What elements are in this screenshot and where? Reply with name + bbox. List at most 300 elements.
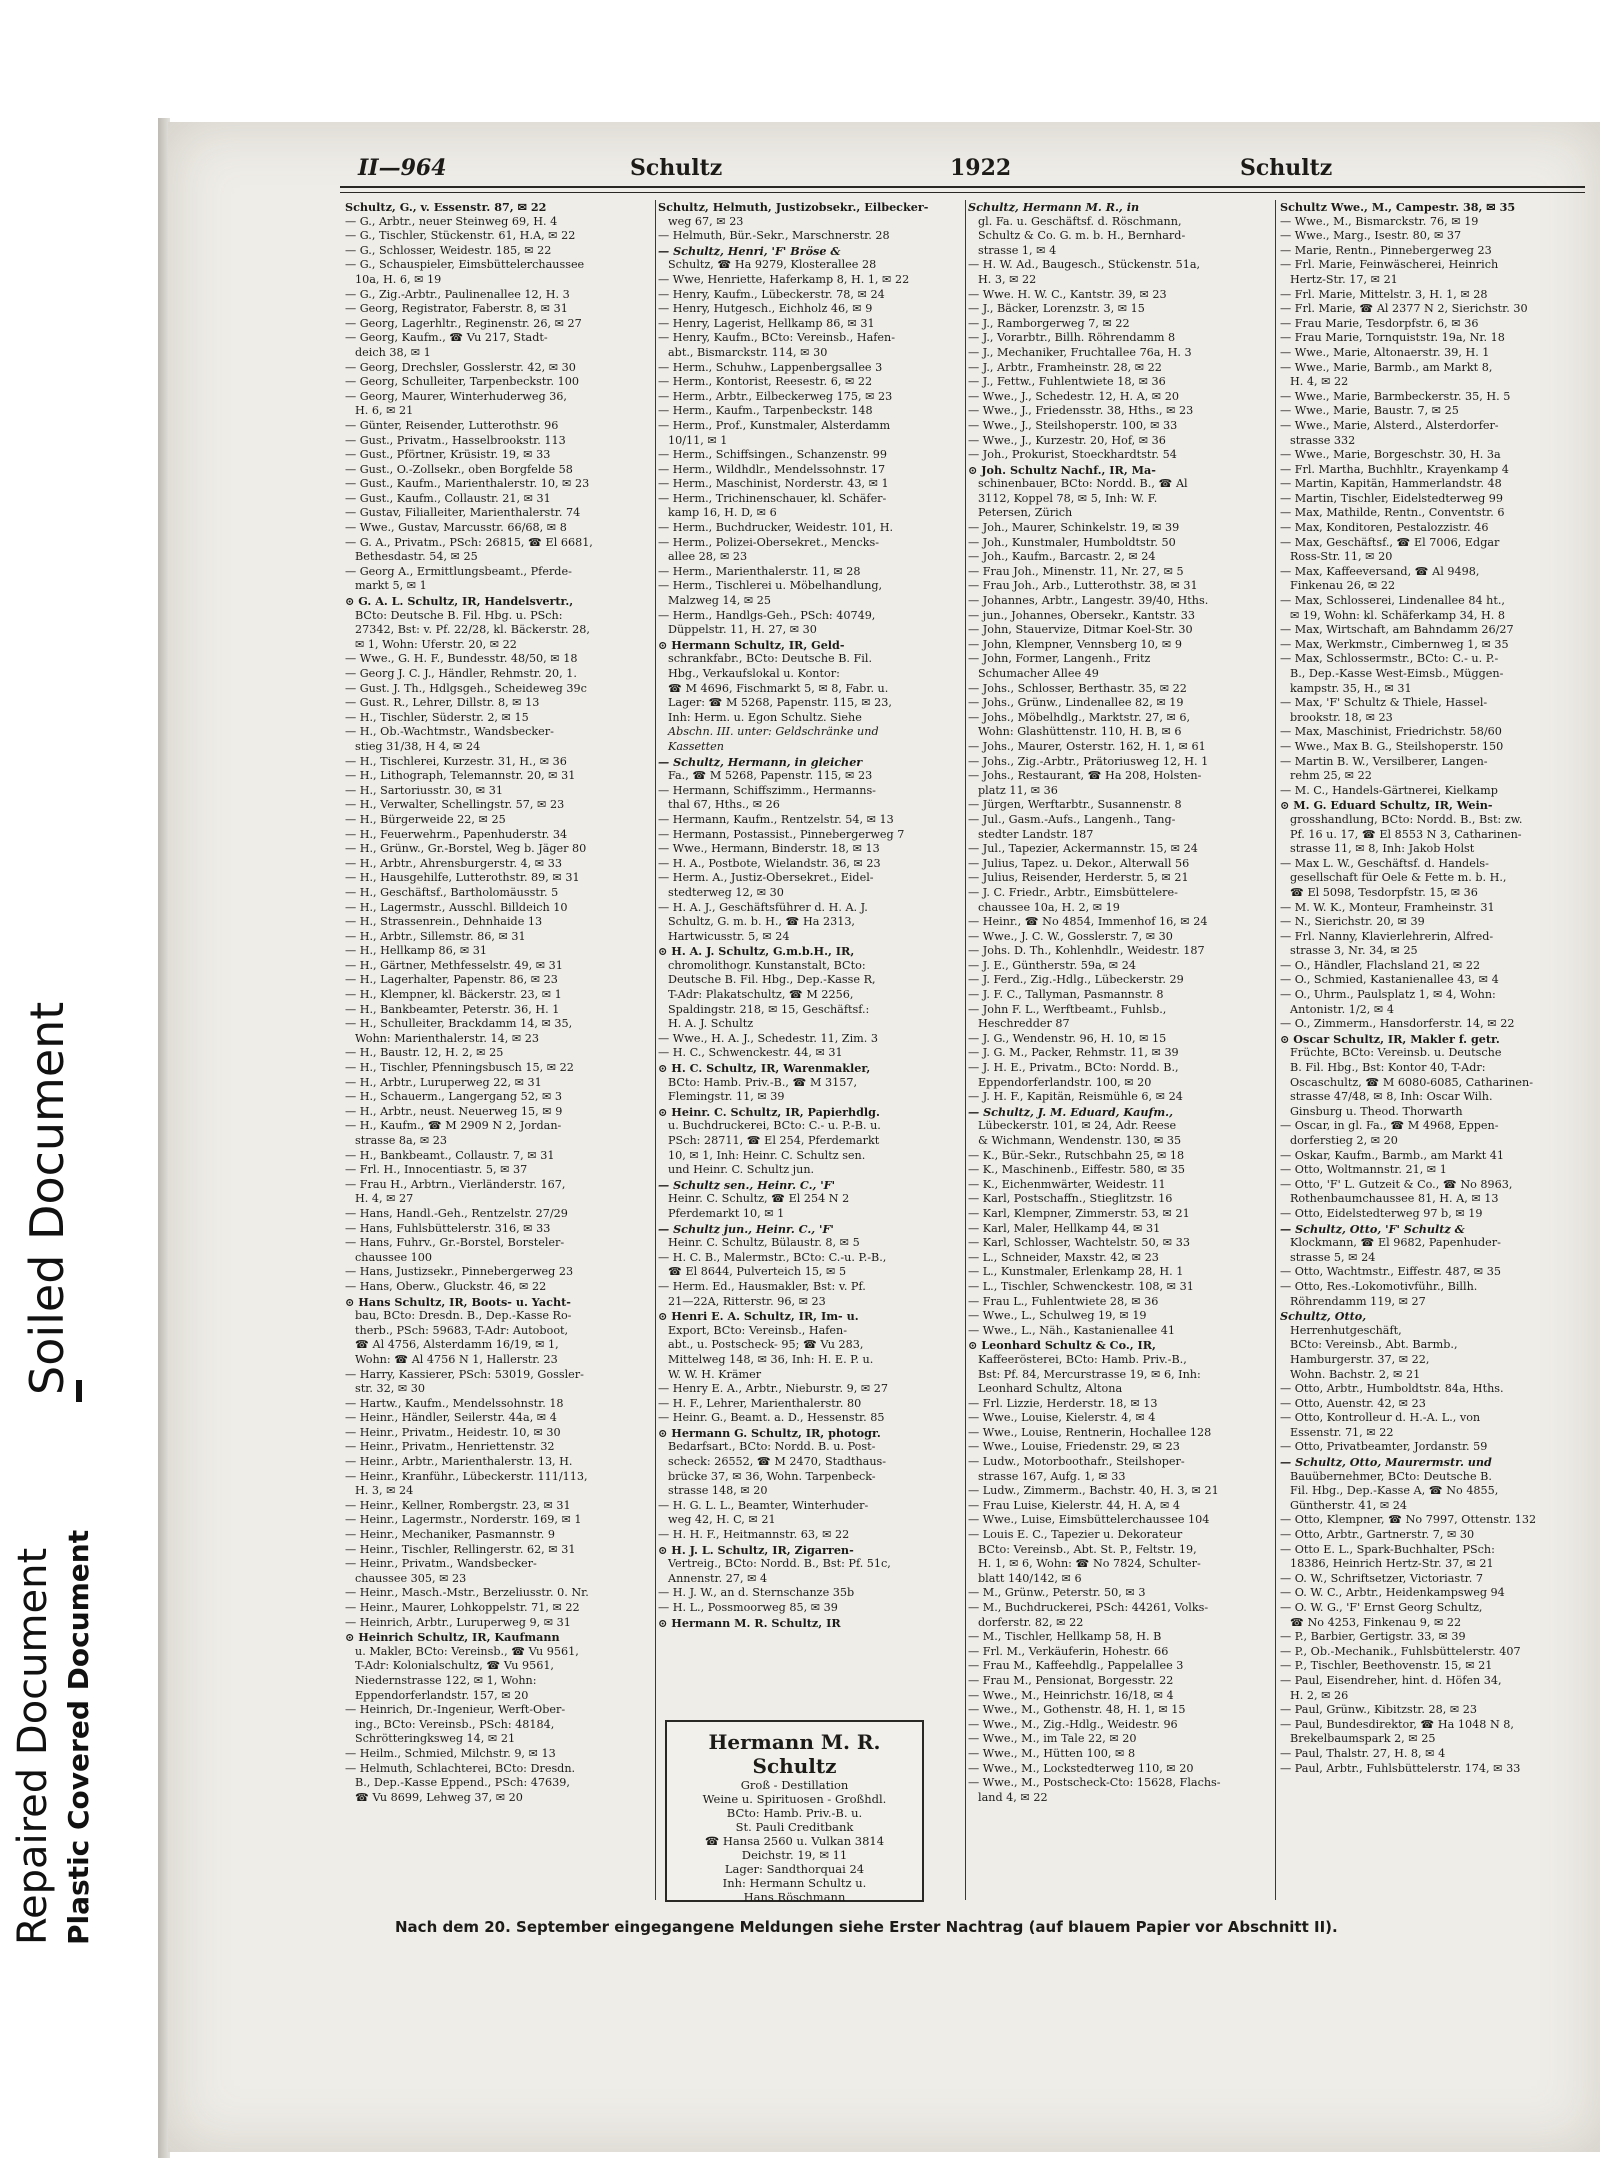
ad-line: Groß - Destillation bbox=[740, 1778, 849, 1792]
directory-entry: Inh: Herm. u. Egon Schultz. Siehe bbox=[668, 710, 862, 724]
directory-entry: — H., Ob.-Wachtmstr., Wandsbecker- bbox=[345, 725, 554, 739]
directory-entry: 21—22A, Ritterstr. 96, ✉ 23 bbox=[668, 1294, 826, 1308]
directory-entry: ⊙ Heinr. C. Schultz, IR, Papierhdlg. bbox=[658, 1104, 880, 1119]
directory-entry: — Frau L., Fuhlentwiete 28, ✉ 36 bbox=[968, 1294, 1159, 1308]
directory-entry: — Wwe., Hermann, Binderstr. 18, ✉ 13 bbox=[658, 842, 880, 856]
directory-entry: rehm 25, ✉ 22 bbox=[1290, 769, 1372, 783]
directory-entry: — Hermann, Schiffszimm., Hermanns- bbox=[658, 783, 876, 797]
directory-entry: — Jul., Gasm.-Aufs., Langenh., Tang- bbox=[968, 812, 1176, 826]
directory-entry: — P., Ob.-Mechanik., Fuhlsbüttelerstr. 407 bbox=[1280, 1644, 1521, 1658]
directory-entry: — Otto E. L., Spark-Buchhalter, PSch: bbox=[1280, 1542, 1495, 1556]
directory-entry: — Johs., Möbelhdlg., Marktstr. 27, ✉ 6, bbox=[968, 710, 1191, 724]
directory-entry: — Max, Kaffeeversand, ☎ Al 9498, bbox=[1280, 564, 1480, 578]
directory-entry: — H., Gärtner, Methfesselstr. 49, ✉ 31 bbox=[345, 958, 563, 972]
ad-line: Weine u. Spirituosen - Großhdl. bbox=[702, 1792, 887, 1806]
directory-entry: — J., Ramborgerweg 7, ✉ 22 bbox=[968, 316, 1130, 330]
directory-entry: — K., Maschinenb., Eiffestr. 580, ✉ 35 bbox=[968, 1163, 1185, 1177]
directory-entry: 18386, Heinrich Hertz-Str. 37, ✉ 21 bbox=[1290, 1557, 1494, 1571]
directory-entry: u. Buchdruckerei, BCto: C.- u. P.-B. u. bbox=[668, 1119, 881, 1133]
ad-line: St. Pauli Creditbank bbox=[735, 1820, 854, 1834]
directory-entry: — Ludw., Zimmerm., Bachstr. 40, H. 3, ✉ 21 bbox=[968, 1484, 1219, 1498]
directory-entry: — Wwe., M., im Tale 22, ✉ 20 bbox=[968, 1732, 1137, 1746]
directory-entry: chromolithogr. Kunstanstalt, BCto: bbox=[668, 958, 866, 972]
column-2 bbox=[658, 200, 963, 1900]
directory-entry: — Schultz sen., Heinr. C., 'F' bbox=[658, 1177, 836, 1192]
directory-entry: — Gust., Pförtner, Krüsistr. 19, ✉ 33 bbox=[345, 448, 551, 462]
directory-entry: — Helmuth, Schlachterei, BCto: Dresdn. bbox=[345, 1761, 576, 1775]
header-year: 1922 bbox=[950, 155, 1012, 181]
directory-entry: — J., Mechaniker, Fruchtallee 76a, H. 3 bbox=[968, 345, 1192, 359]
directory-entry: — Wwe., M., Heinrichstr. 16/18, ✉ 4 bbox=[968, 1688, 1174, 1702]
directory-entry: strasse 3, Nr. 34, ✉ 25 bbox=[1290, 944, 1418, 958]
directory-entry: — J., Vorarbtr., Billh. Röhrendamm 8 bbox=[968, 331, 1176, 345]
directory-entry: — Wwe., M., Hütten 100, ✉ 8 bbox=[968, 1746, 1136, 1760]
directory-entry: gl. Fa. u. Geschäftsf. d. Röschmann, bbox=[978, 214, 1182, 228]
directory-entry: BCto: Deutsche B. Fil. Hbg. u. PSch: bbox=[355, 608, 563, 622]
directory-entry: — H., Strassenrein., Dehnhaide 13 bbox=[345, 915, 543, 929]
directory-entry: — Wwe., J. C. W., Gosslerstr. 7, ✉ 30 bbox=[968, 929, 1173, 943]
directory-entry: H. 2, ✉ 26 bbox=[1290, 1688, 1349, 1702]
directory-entry: — Otto, Woltmannstr. 21, ✉ 1 bbox=[1280, 1163, 1447, 1177]
directory-entry: — H., Grünw., Gr.-Borstel, Weg b. Jäger 80 bbox=[345, 842, 587, 856]
directory-entry: — Günter, Reisender, Lutterothstr. 96 bbox=[345, 418, 559, 432]
directory-entry: — Wwe. H. W. C., Kantstr. 39, ✉ 23 bbox=[968, 287, 1167, 301]
directory-entry: Antonistr. 1/2, ✉ 4 bbox=[1290, 1002, 1394, 1016]
directory-entry: — jun., Johannes, Obersekr., Kantstr. 33 bbox=[968, 608, 1195, 622]
directory-entry: Wohn: ☎ Al 4756 N 1, Hallerstr. 23 bbox=[355, 1352, 558, 1366]
directory-entry: — N., Sierichstr. 20, ✉ 39 bbox=[1280, 915, 1425, 929]
directory-entry: ☎ El 5098, Tesdorpfstr. 15, ✉ 36 bbox=[1290, 885, 1478, 899]
directory-entry: — Wwe., J., Kurzestr. 20, Hof, ✉ 36 bbox=[968, 433, 1166, 447]
directory-entry: Flemingstr. 11, ✉ 39 bbox=[668, 1090, 785, 1104]
directory-entry: — Wwe., J., Steilshoperstr. 100, ✉ 33 bbox=[968, 418, 1178, 432]
directory-entry: — H., Arbtr., Luruperweg 22, ✉ 31 bbox=[345, 1075, 542, 1089]
directory-entry: — Wwe., Louise, Rentnerin, Hochallee 128 bbox=[968, 1425, 1212, 1439]
column-4 bbox=[1280, 200, 1585, 1900]
directory-entry: — H., Baustr. 12, H. 2, ✉ 25 bbox=[345, 1046, 504, 1060]
page-header bbox=[190, 155, 1590, 195]
directory-entry: — Wwe., Marie, Borgeschstr. 30, H. 3a bbox=[1280, 448, 1501, 462]
directory-entry: — Heinr., Lagermstr., Norderstr. 169, ✉ 1 bbox=[345, 1513, 582, 1527]
directory-entry: str. 32, ✉ 30 bbox=[355, 1382, 425, 1396]
directory-entry: BCto: Hamb. Priv.-B., ☎ M 3157, bbox=[668, 1075, 858, 1089]
directory-entry: T-Adr: Kolonialschultz, ☎ Vu 9561, bbox=[355, 1659, 554, 1673]
directory-entry: u. Makler, BCto: Vereinsb., ☎ Vu 9561, bbox=[355, 1644, 579, 1658]
directory-entry: Oscaschultz, ☎ M 6080-6085, Catharinen- bbox=[1290, 1075, 1534, 1089]
directory-entry: — Paul, Thalstr. 27, H. 8, ✉ 4 bbox=[1280, 1746, 1446, 1760]
directory-entry: — Herm., Marienthalerstr. 11, ✉ 28 bbox=[658, 564, 861, 578]
directory-entry: grosshandlung, BCto: Nordd. B., Bst: zw. bbox=[1290, 812, 1523, 826]
directory-entry: — Wwe., J., Friedensstr. 38, Hths., ✉ 23 bbox=[968, 404, 1194, 418]
directory-entry: — H., Arbtr., neust. Neuerweg 15, ✉ 9 bbox=[345, 1104, 563, 1118]
directory-entry: — Frau Joh., Minenstr. 11, Nr. 27, ✉ 5 bbox=[968, 564, 1184, 578]
directory-entry: Pferdemarkt 10, ✉ 1 bbox=[668, 1206, 785, 1220]
directory-entry: — Karl, Schlosser, Wachtelstr. 50, ✉ 33 bbox=[968, 1236, 1190, 1250]
directory-entry: — Gustav, Filialleiter, Marienthalerstr. 74 bbox=[345, 506, 581, 520]
directory-entry: Niedernstrasse 122, ✉ 1, Wohn: bbox=[355, 1673, 537, 1687]
directory-entry: H. 6, ✉ 21 bbox=[355, 404, 414, 418]
directory-entry: — G., Zig.-Arbtr., Paulinenallee 12, H. 3 bbox=[345, 287, 570, 301]
directory-entry: — Johs. D. Th., Kohlenhdlr., Weidestr. 187 bbox=[968, 944, 1205, 958]
directory-entry: Wohn: Glashüttenstr. 110, H. B, ✉ 6 bbox=[978, 725, 1182, 739]
column-1 bbox=[345, 200, 650, 1900]
directory-entry: — Herm. A., Justiz-Obersekret., Eidel- bbox=[658, 871, 874, 885]
directory-entry: 10/11, ✉ 1 bbox=[668, 433, 728, 447]
directory-entry: — K., Eichenmwärter, Weidestr. 11 bbox=[968, 1177, 1166, 1191]
directory-entry: brücke 37, ✉ 36, Wohn. Tarpenbeck- bbox=[668, 1469, 876, 1483]
directory-entry: ☎ M 4696, Fischmarkt 5, ✉ 8, Fabr. u. bbox=[668, 681, 889, 695]
directory-entry: Wohn: Marienthalerstr. 14, ✉ 23 bbox=[355, 1031, 539, 1045]
directory-entry: & Wichmann, Wendenstr. 130, ✉ 35 bbox=[978, 1134, 1182, 1147]
directory-entry: — John, Stauervize, Ditmar Koel-Str. 30 bbox=[968, 623, 1193, 637]
directory-entry: Schultz Wwe., M., Campestr. 38, ✉ 35 bbox=[1280, 200, 1516, 214]
directory-entry: stieg 31/38, H 4, ✉ 24 bbox=[355, 739, 481, 753]
directory-entry: — H., Tischlerei, Kurzestr. 31, H., ✉ 36 bbox=[345, 754, 567, 768]
directory-entry: H. 4, ✉ 22 bbox=[1290, 375, 1349, 389]
directory-entry: — Frau Joh., Arb., Lutterothstr. 38, ✉ 31 bbox=[968, 579, 1198, 593]
directory-entry: — H., Schulleiter, Brackdamm 14, ✉ 35, bbox=[345, 1017, 573, 1031]
ad-line: Lager: Sandthorquai 24 bbox=[724, 1862, 865, 1876]
directory-entry: — Wwe., H. A. J., Schedestr. 11, Zim. 3 bbox=[658, 1031, 878, 1045]
directory-entry: — Joh., Maurer, Schinkelstr. 19, ✉ 39 bbox=[968, 521, 1180, 535]
directory-entry: — Otto, Eidelstedterweg 97 b, ✉ 19 bbox=[1280, 1206, 1483, 1220]
directory-entry: Abschn. III. unter: Geldschränke und bbox=[668, 725, 879, 739]
directory-entry: allee 28, ✉ 23 bbox=[668, 550, 748, 564]
directory-entry: — Gust., Privatm., Hasselbrookstr. 113 bbox=[345, 433, 566, 447]
directory-entry: — H. F., Lehrer, Marienthalerstr. 80 bbox=[658, 1396, 862, 1410]
directory-entry: Röhrendamm 119, ✉ 27 bbox=[1290, 1294, 1426, 1308]
directory-entry: — Wwe., Gustav, Marcusstr. 66/68, ✉ 8 bbox=[345, 521, 567, 535]
directory-entry: — M., Grünw., Peterstr. 50, ✉ 3 bbox=[968, 1586, 1146, 1600]
directory-entry: abt., u. Postscheck- 95; ☎ Vu 283, bbox=[668, 1338, 864, 1352]
directory-entry: — Herm., Kontorist, Reesestr. 6, ✉ 22 bbox=[658, 375, 873, 389]
directory-entry: — H., Verwalter, Schellingstr. 57, ✉ 23 bbox=[345, 798, 565, 812]
directory-entry: ⊙ Hermann Schultz, IR, Geld- bbox=[658, 637, 845, 652]
directory-entry: — Karl, Maler, Hellkamp 44, ✉ 31 bbox=[968, 1221, 1161, 1235]
directory-entry: — Wwe., G. H. F., Bundesstr. 48/50, ✉ 18 bbox=[345, 652, 578, 666]
directory-entry: — Karl, Postschaffn., Stieglitzstr. 16 bbox=[968, 1192, 1173, 1206]
directory-entry: H. A. J. Schultz bbox=[668, 1017, 754, 1031]
directory-entry: — G., Schauspieler, Eimsbüttelerchaussee bbox=[345, 258, 585, 272]
directory-entry: — Wwe., Marie, Alsterd., Alsterdorfer- bbox=[1280, 418, 1499, 432]
directory-entry: Brekelbaumspark 2, ✉ 25 bbox=[1290, 1732, 1436, 1746]
directory-entry: chaussee 305, ✉ 23 bbox=[355, 1571, 467, 1585]
directory-entry: — Paul, Arbtr., Fuhlsbüttelerstr. 174, ✉ 33 bbox=[1280, 1761, 1521, 1775]
directory-entry: Schultz, Hermann M. R., in bbox=[968, 200, 1140, 214]
directory-entry: — John F. L., Werftbeamt., Fuhlsb., bbox=[968, 1002, 1167, 1016]
directory-entry: — Herm., Tischlerei u. Möbelhandlung, bbox=[658, 579, 883, 593]
directory-entry: ⊙ M. G. Eduard Schultz, IR, Wein- bbox=[1280, 798, 1493, 813]
directory-entry: — Frl. Nanny, Klavierlehrerin, Alfred- bbox=[1280, 929, 1494, 943]
directory-entry: Schrötteringksweg 14, ✉ 21 bbox=[355, 1732, 516, 1746]
directory-entry: — Georg, Kaufm., ☎ Vu 217, Stadt- bbox=[345, 331, 548, 345]
directory-entry: — Frl. Marie, ☎ Al 2377 N 2, Sierichstr. 30 bbox=[1280, 302, 1528, 316]
directory-entry: — H., Bürgerweide 22, ✉ 25 bbox=[345, 812, 506, 826]
ad-line: Hans Röschmann bbox=[743, 1890, 846, 1904]
directory-entry: — Frl. Marie, Mittelstr. 3, H. 1, ✉ 28 bbox=[1280, 287, 1488, 301]
directory-entry: — H., Arbtr., Ahrensburgerstr. 4, ✉ 33 bbox=[345, 856, 562, 870]
directory-entry: — Georg, Lagerhltr., Reginenstr. 26, ✉ 27 bbox=[345, 316, 582, 330]
directory-entry: — Schultz, Henri, 'F' Bröse & bbox=[658, 243, 841, 258]
directory-entry: chaussee 10a, H. 2, ✉ 19 bbox=[978, 900, 1120, 914]
directory-entry: strasse 167, Aufg. 1, ✉ 33 bbox=[978, 1469, 1126, 1483]
directory-entry: — Louis E. C., Tapezier u. Dekorateur bbox=[968, 1528, 1183, 1542]
directory-entry: — Heinr., Privatm., Wandsbecker- bbox=[345, 1557, 537, 1571]
directory-entry: — Max, 'F' Schultz & Thiele, Hassel- bbox=[1280, 696, 1488, 710]
directory-entry: Heschredder 87 bbox=[978, 1017, 1070, 1031]
directory-entry: — Frau Luise, Kielerstr. 44, H. A, ✉ 4 bbox=[968, 1498, 1180, 1512]
directory-entry: — H., Kaufm., ☎ M 2909 N 2, Jordan- bbox=[345, 1119, 562, 1133]
directory-entry: — O. W. C., Arbtr., Heidenkampsweg 94 bbox=[1280, 1586, 1505, 1600]
directory-entry: — Heinr., Masch.-Mstr., Berzeliusstr. 0. Nr. bbox=[345, 1586, 589, 1600]
directory-entry: — Heinr., ☎ No 4854, Immenhof 16, ✉ 24 bbox=[968, 915, 1208, 929]
page-label: II—964 bbox=[358, 155, 447, 181]
directory-entry: — L., Tischler, Schwenckestr. 108, ✉ 31 bbox=[968, 1279, 1194, 1293]
directory-entry: — Heinr., Privatm., Heidestr. 10, ✉ 30 bbox=[345, 1425, 561, 1439]
directory-entry: Bethesdastr. 54, ✉ 25 bbox=[355, 550, 478, 564]
directory-entry: — Otto, Res.-Lokomotivführ., Billh. bbox=[1280, 1279, 1478, 1293]
directory-entry: Bedarfsart., BCto: Nordd. B. u. Post- bbox=[668, 1440, 876, 1454]
directory-entry: Hamburgerstr. 37, ✉ 22, bbox=[1290, 1352, 1430, 1366]
directory-entry: ✉ 19, Wohn: kl. Schäferkamp 34, H. 8 bbox=[1290, 608, 1505, 622]
directory-entry: — Schultz, Hermann, in gleicher bbox=[658, 754, 863, 769]
directory-entry: — Johs., Zig.-Arbtr., Prätoriusweg 12, H. 1 bbox=[968, 754, 1209, 768]
directory-entry: — M., Buchdruckerei, PSch: 44261, Volks- bbox=[968, 1601, 1209, 1614]
directory-entry: B., Dep.-Kasse Eppend., PSch: 47639, bbox=[355, 1776, 570, 1790]
directory-entry: — Jürgen, Werftarbtr., Susannenstr. 8 bbox=[968, 798, 1182, 812]
directory-entry: — Wwe., L., Schulweg 19, ✉ 19 bbox=[968, 1309, 1147, 1323]
directory-entry: — Otto, Wachtmstr., Eiffestr. 487, ✉ 35 bbox=[1280, 1265, 1501, 1279]
directory-entry: — J. H. E., Privatm., BCto: Nordd. B., bbox=[968, 1061, 1179, 1075]
directory-entry: — Wwe., M., Zig.-Hdlg., Weidestr. 96 bbox=[968, 1717, 1178, 1731]
directory-entry: — Jul., Tapezier, Ackermannstr. 15, ✉ 24 bbox=[968, 842, 1198, 856]
directory-entry: — L., Schneider, Maxstr. 42, ✉ 23 bbox=[968, 1250, 1159, 1264]
directory-entry: Lager: ☎ M 5268, Papenstr. 115, ✉ 23, bbox=[668, 696, 892, 710]
directory-entry: ⊙ Oscar Schultz, IR, Makler f. getr. bbox=[1280, 1031, 1500, 1046]
directory-entry: ing., BCto: Vereinsb., PSch: 48184, bbox=[355, 1717, 555, 1731]
directory-entry: — Henry, Kaufm., Lübeckerstr. 78, ✉ 24 bbox=[658, 287, 885, 301]
directory-entry: — O., Schmied, Kastanienallee 43, ✉ 4 bbox=[1280, 973, 1499, 987]
directory-entry: ⊙ Joh. Schultz Nachf., IR, Ma- bbox=[968, 462, 1156, 477]
directory-entry: — Herm., Maschinist, Norderstr. 43, ✉ 1 bbox=[658, 477, 889, 491]
repaired-document-label: Repaired Document bbox=[10, 1547, 56, 1945]
directory-entry: — H., Bankbeamter, Peterstr. 36, H. 1 bbox=[345, 1002, 560, 1016]
directory-entry: — Wwe., Louise, Friedenstr. 29, ✉ 23 bbox=[968, 1440, 1180, 1454]
directory-entry: — J. C. Friedr., Arbtr., Eimsbüttelere- bbox=[968, 885, 1178, 899]
directory-entry: — Herm., Arbtr., Eilbeckerweg 175, ✉ 23 bbox=[658, 389, 893, 403]
directory-entry: abt., Bismarckstr. 114, ✉ 30 bbox=[668, 345, 828, 359]
directory-entry: — H., Tischler, Süderstr. 2, ✉ 15 bbox=[345, 710, 529, 724]
directory-entry: — Henry E. A., Arbtr., Nieburstr. 9, ✉ 27 bbox=[658, 1382, 889, 1396]
directory-entry: Eppendorferlandstr. 100, ✉ 20 bbox=[978, 1075, 1152, 1089]
directory-entry: — Wwe., Louise, Kielerstr. 4, ✉ 4 bbox=[968, 1411, 1156, 1425]
header-rule bbox=[340, 186, 1585, 188]
directory-entry: W. W. H. Krämer bbox=[668, 1367, 762, 1381]
directory-entry: — Henry, Kaufm., BCto: Vereinsb., Hafen- bbox=[658, 331, 895, 345]
directory-entry: BCto: Vereinsb., Abt. Barmb., bbox=[1290, 1338, 1458, 1352]
directory-entry: Petersen, Zürich bbox=[978, 506, 1073, 520]
directory-entry: ☎ El 8644, Pulverteich 15, ✉ 5 bbox=[668, 1265, 847, 1279]
directory-entry: Fa., ☎ M 5268, Papenstr. 115, ✉ 23 bbox=[668, 769, 873, 783]
directory-entry: Lübeckerstr. 101, ✉ 24, Adr. Reese bbox=[978, 1119, 1177, 1133]
directory-entry: — Marie, Rentn., Pinnebergerweg 23 bbox=[1280, 243, 1492, 257]
directory-entry: strasse 11, ✉ 8, Inh: Jakob Holst bbox=[1290, 842, 1475, 856]
directory-entry: — P., Tischler, Beethovenstr. 15, ✉ 21 bbox=[1280, 1659, 1493, 1673]
directory-entry: ☎ Vu 8699, Lehweg 37, ✉ 20 bbox=[355, 1790, 523, 1804]
directory-entry: Leonhard Schultz, Altona bbox=[978, 1382, 1123, 1396]
directory-entry: — Hans, Handl.-Geh., Rentzelstr. 27/29 bbox=[345, 1206, 568, 1220]
directory-entry: Schultz, Helmuth, Justizobsekr., Eilbecker- bbox=[658, 200, 929, 214]
directory-entry: — Heinr., Kellner, Rombergstr. 23, ✉ 31 bbox=[345, 1498, 571, 1512]
directory-entry: — Joh., Prokurist, Stoeckhardtstr. 54 bbox=[968, 448, 1177, 462]
directory-entry: — Hermann, Postassist., Pinnebergerweg 7 bbox=[658, 827, 905, 841]
directory-entry: Hertz-Str. 17, ✉ 21 bbox=[1290, 272, 1398, 286]
directory-entry: ⊙ Hermann G. Schultz, IR, photogr. bbox=[658, 1425, 881, 1440]
directory-entry: — M. W. K., Monteur, Framheinstr. 31 bbox=[1280, 900, 1495, 914]
directory-entry: Rothenbaumchaussee 81, H. A, ✉ 13 bbox=[1290, 1192, 1499, 1206]
directory-entry: — Herm., Kaufm., Tarpenbeckstr. 148 bbox=[658, 404, 873, 418]
directory-entry: weg 42, H. C, ✉ 21 bbox=[668, 1513, 776, 1527]
directory-entry: Pf. 16 u. 17, ☎ El 8553 N 3, Catharinen- bbox=[1290, 827, 1522, 841]
directory-entry: — H., Arbtr., Sillemstr. 86, ✉ 31 bbox=[345, 929, 526, 943]
directory-entry: — Wwe., J., Schedestr. 12, H. A, ✉ 20 bbox=[968, 389, 1179, 403]
directory-entry: — Wwe., Marg., Isestr. 80, ✉ 37 bbox=[1280, 229, 1462, 243]
directory-entry: — Otto, Kontrolleur d. H.-A. L., von bbox=[1280, 1411, 1481, 1425]
directory-entry: Fil. Hbg., Dep.-Kasse A, ☎ No 4855, bbox=[1290, 1484, 1499, 1498]
directory-entry: — John, Former, Langenh., Fritz bbox=[968, 652, 1151, 666]
directory-entry: — Oscar, in gl. Fa., ☎ M 4968, Eppen- bbox=[1280, 1119, 1499, 1133]
directory-entry: — H., Bankbeamt., Collaustr. 7, ✉ 31 bbox=[345, 1148, 555, 1162]
directory-entry: — Harry, Kassierer, PSch: 53019, Gossler- bbox=[345, 1367, 584, 1381]
directory-entry: schinenbauer, BCto: Nordd. B., ☎ Al bbox=[978, 477, 1188, 491]
directory-entry: — Max, Wirtschaft, am Bahndamm 26/27 bbox=[1280, 623, 1514, 637]
footer-note: Nach dem 20. September eingegangene Meldungen siehe Erster Nachtrag (auf blauem Papier vor Abschnitt II). bbox=[395, 1918, 1338, 1936]
directory-entry: — H., Hellkamp 86, ✉ 31 bbox=[345, 944, 487, 958]
directory-entry: — Heinr., Mechaniker, Pasmannstr. 9 bbox=[345, 1528, 556, 1542]
directory-entry: — Herm., Schuhw., Lappenbergsallee 3 bbox=[658, 360, 883, 374]
directory-entry: — Max, Maschinist, Friedrichstr. 58/60 bbox=[1280, 725, 1502, 739]
directory-entry: — Joh., Kaufm., Barcastr. 2, ✉ 24 bbox=[968, 550, 1156, 564]
directory-entry: — Heinrich, Dr.-Ingenieur, Werft-Ober- bbox=[345, 1703, 566, 1717]
directory-entry: Früchte, BCto: Vereinsb. u. Deutsche bbox=[1290, 1046, 1502, 1060]
directory-entry: — Paul, Eisendreher, hint. d. Höfen 34, bbox=[1280, 1673, 1502, 1687]
directory-entry: — Max, Konditoren, Pestalozzistr. 46 bbox=[1280, 521, 1489, 535]
directory-entry: — Herm., Polizei-Obersekret., Mencks- bbox=[658, 535, 880, 549]
directory-entry: — Max, Mathilde, Rentn., Conventstr. 6 bbox=[1280, 506, 1505, 520]
directory-entry: Kaffeerösterei, BCto: Hamb. Priv.-B., bbox=[978, 1352, 1187, 1366]
directory-entry: ☎ No 4253, Finkenau 9, ✉ 22 bbox=[1290, 1615, 1462, 1629]
directory-entry: — Max L. W., Geschäftsf. d. Handels- bbox=[1280, 856, 1489, 870]
directory-entry: — Otto, Klempner, ☎ No 7997, Ottenstr. 132 bbox=[1280, 1513, 1537, 1527]
directory-entry: — Herm., Handlgs-Geh., PSch: 40749, bbox=[658, 608, 876, 622]
directory-entry: ⊙ H. J. L. Schultz, IR, Zigarren- bbox=[658, 1542, 854, 1557]
plastic-covered-label: Plastic Covered Document bbox=[62, 1529, 95, 1945]
directory-entry: — Heinr., Kranführ., Lübeckerstr. 111/113, bbox=[345, 1469, 588, 1483]
directory-entry: — Frl. Marie, Feinwäscherei, Heinrich bbox=[1280, 258, 1499, 272]
directory-entry: — H., Lithograph, Telemannstr. 20, ✉ 31 bbox=[345, 769, 576, 783]
directory-entry: land 4, ✉ 22 bbox=[978, 1790, 1048, 1804]
directory-entry: — Wwe., Marie, Barmbeckerstr. 35, H. 5 bbox=[1280, 389, 1511, 403]
directory-entry: — Frl. Lizzie, Herderstr. 18, ✉ 13 bbox=[968, 1396, 1158, 1410]
directory-entry: — Julius, Reisender, Herderstr. 5, ✉ 21 bbox=[968, 871, 1189, 885]
directory-entry: — Max, Werkmstr., Cimbernweg 1, ✉ 35 bbox=[1280, 637, 1509, 651]
directory-entry: — M., Tischler, Hellkamp 58, H. B bbox=[968, 1630, 1162, 1644]
directory-entry: strasse 148, ✉ 20 bbox=[668, 1484, 768, 1498]
directory-entry: — Paul, Grünw., Kibitzstr. 28, ✉ 23 bbox=[1280, 1703, 1477, 1717]
directory-entry: — Herm., Schiffsingen., Schanzenstr. 99 bbox=[658, 448, 888, 462]
directory-entry: — H., Geschäftsf., Bartholomäusstr. 5 bbox=[345, 885, 559, 899]
directory-entry: 27342, Bst: v. Pf. 22/28, kl. Bäckerstr. 28, bbox=[355, 623, 590, 637]
directory-entry: Bst: Pf. 84, Mercurstrasse 19, ✉ 6, Inh: bbox=[978, 1367, 1201, 1381]
directory-entry: — Frl. Martha, Buchhltr., Krayenkamp 4 bbox=[1280, 462, 1509, 476]
directory-entry: — G., Arbtr., neuer Steinweg 69, H. 4 bbox=[345, 214, 558, 228]
directory-columns bbox=[345, 200, 1590, 1900]
directory-entry: H. 3, ✉ 22 bbox=[978, 272, 1037, 286]
directory-entry: — Max, Schlossermstr., BCto: C.- u. P.- bbox=[1280, 652, 1499, 666]
directory-entry: Eppendorferlandstr. 157, ✉ 20 bbox=[355, 1688, 529, 1702]
directory-entry: Schultz, Otto, bbox=[1280, 1309, 1367, 1324]
directory-entry: — Otto, Arbtr., Humboldtstr. 84a, Hths. bbox=[1280, 1382, 1504, 1396]
directory-entry: Spaldingstr. 218, ✉ 15, Geschäftsf.: bbox=[668, 1002, 870, 1016]
ad-line: ☎ Hansa 2560 u. Vulkan 3814 bbox=[704, 1834, 885, 1848]
directory-entry: — Frau M., Kaffeehdlg., Pappelallee 3 bbox=[968, 1659, 1184, 1673]
directory-entry: — H., Schauerm., Langergang 52, ✉ 3 bbox=[345, 1090, 563, 1104]
directory-entry: 3112, Koppel 78, ✉ 5, Inh: W. F. bbox=[978, 491, 1158, 505]
directory-entry: — Hans, Fuhlsbüttelerstr. 316, ✉ 33 bbox=[345, 1221, 551, 1235]
directory-entry: — Georg J. C. J., Händler, Rehmstr. 20, 1. bbox=[345, 667, 577, 680]
directory-entry: Heinr. C. Schultz, ☎ El 254 N 2 bbox=[668, 1192, 850, 1206]
directory-entry: ⊙ H. C. Schultz, IR, Warenmakler, bbox=[658, 1061, 871, 1076]
directory-entry: und Heinr. C. Schultz jun. bbox=[668, 1163, 815, 1177]
directory-entry: — Johannes, Arbtr., Langestr. 39/40, Hths. bbox=[968, 594, 1209, 608]
header-name-right: Schultz bbox=[1240, 155, 1333, 181]
directory-entry: — Hartw., Kaufm., Mendelssohnstr. 18 bbox=[345, 1396, 564, 1410]
directory-entry: thal 67, Hths., ✉ 26 bbox=[668, 798, 780, 812]
directory-entry: — H., Hausgehilfe, Lutterothstr. 89, ✉ 31 bbox=[345, 871, 580, 885]
directory-entry: — H., Klempner, kl. Bäckerstr. 23, ✉ 1 bbox=[345, 988, 562, 1002]
directory-entry: platz 11, ✉ 36 bbox=[978, 783, 1058, 797]
directory-entry: blatt 140/142, ✉ 6 bbox=[978, 1571, 1082, 1585]
directory-entry: — Frl. M., Verkäuferin, Hohestr. 66 bbox=[968, 1644, 1169, 1658]
directory-entry: — Wwe., Luise, Eimsbüttelerchaussee 104 bbox=[968, 1513, 1210, 1527]
directory-entry: Hbg., Verkaufslokal u. Kontor: bbox=[668, 667, 840, 680]
directory-entry: H. 3, ✉ 24 bbox=[355, 1484, 414, 1498]
soiled-document-label: Soiled Document bbox=[20, 1001, 74, 1395]
directory-entry: — M. C., Handels-Gärtnerei, Kielkamp bbox=[1280, 783, 1498, 797]
directory-entry: scheck: 26552, ☎ M 2470, Stadthaus- bbox=[668, 1455, 887, 1469]
directory-entry: dorferstieg 2, ✉ 20 bbox=[1290, 1134, 1398, 1147]
directory-entry: H. 1, ✉ 6, Wohn: ☎ No 7824, Schulter- bbox=[978, 1557, 1201, 1571]
directory-entry: — H., Sartoriusstr. 30, ✉ 31 bbox=[345, 783, 503, 797]
directory-entry: — Martin, Tischler, Eidelstedterweg 99 bbox=[1280, 491, 1504, 505]
directory-entry: — John, Klempner, Vennsberg 10, ✉ 9 bbox=[968, 637, 1182, 651]
directory-entry: strasse 1, ✉ 4 bbox=[978, 243, 1057, 257]
directory-entry: — Gust., O.-Zollsekr., oben Borgfelde 58 bbox=[345, 462, 573, 476]
column-3 bbox=[968, 200, 1273, 1900]
directory-entry: — J., Fettw., Fuhlentwiete 18, ✉ 36 bbox=[968, 375, 1166, 389]
directory-entry: ☎ Al 4756, Alsterdamm 16/19, ✉ 1, bbox=[355, 1338, 559, 1352]
directory-entry: — Ludw., Motorboothafr., Steilshoper- bbox=[968, 1455, 1185, 1469]
directory-entry: — H. G. L. L., Beamter, Winterhuder- bbox=[658, 1498, 869, 1512]
directory-entry: Malzweg 14, ✉ 25 bbox=[668, 594, 772, 608]
directory-entry: — Max, Geschäftsf., ☎ El 7006, Edgar bbox=[1280, 535, 1500, 549]
directory-entry: bau, BCto: Dresdn. B., Dep.-Kasse Ro- bbox=[355, 1309, 572, 1323]
directory-entry: PSch: 28711, ☎ El 254, Pferdemarkt bbox=[668, 1134, 880, 1147]
directory-entry: ✉ 1, Wohn: Uferstr. 20, ✉ 22 bbox=[355, 637, 517, 651]
directory-entry: Düppelstr. 11, H. 27, ✉ 30 bbox=[668, 623, 817, 637]
directory-entry: — J. H. F., Kapitän, Reismühle 6, ✉ 24 bbox=[968, 1090, 1183, 1104]
directory-entry: — J. G. M., Packer, Rehmstr. 11, ✉ 39 bbox=[968, 1046, 1179, 1060]
